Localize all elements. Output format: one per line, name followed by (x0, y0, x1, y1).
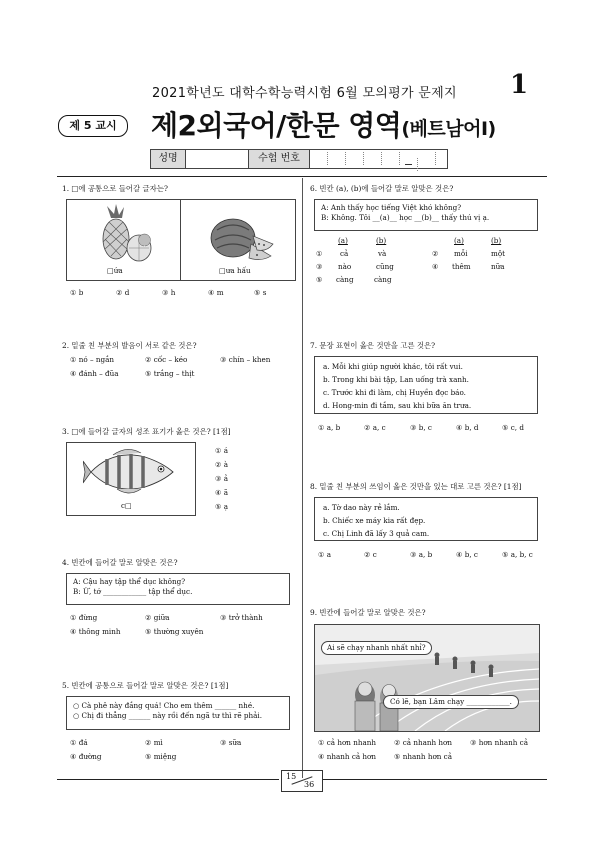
q6-choice-4-num[interactable]: ④ (432, 262, 439, 271)
q1-choice-4[interactable]: ④ m (208, 288, 224, 297)
q2-choice-1[interactable]: ① nó – ngắn (70, 355, 114, 364)
q9-title: 9. 빈칸에 들어갈 말로 알맞은 것은? (310, 608, 426, 617)
q4-choice-3[interactable]: ③ trở thành (220, 613, 263, 622)
q3-choice-1[interactable]: ① á (215, 446, 229, 455)
subject-main: 제2외국어/한문 영역 (151, 109, 402, 142)
q9-bubble-1: Ai sẽ chạy nhanh nhất nhỉ? (321, 641, 432, 655)
q4-line-b: B: Ừ, tớ ____________ tập thể dục. (73, 587, 193, 597)
q2-choices (70, 355, 300, 385)
q3-choice-4[interactable]: ④ ã (215, 488, 229, 497)
q4-choice-5[interactable]: ⑤ thường xuyên (145, 627, 204, 636)
q4-title: 4. 빈칸에 들어갈 말로 알맞은 것은? (62, 558, 178, 567)
watermelon-icon (207, 210, 277, 262)
q7-choice-1[interactable]: ① a, b (318, 423, 341, 432)
q6-choice-3-b: cũng (376, 262, 394, 271)
q6-choice-2-a: mỗi (454, 249, 468, 258)
fish-icon (83, 447, 183, 497)
q6-choice-table (316, 236, 546, 296)
subject-title (151, 104, 496, 144)
q6-choice-3-a: nào (338, 262, 352, 271)
q3-choice-5[interactable]: ⑤ ạ (215, 502, 229, 511)
q5-sentence-box (66, 696, 290, 730)
q4-choice-4[interactable]: ④ thông minh (70, 627, 121, 636)
q2-choice-2[interactable]: ② cốc – kéo (145, 355, 188, 364)
q1-choice-1[interactable]: ① b (70, 288, 84, 297)
q2-choice-4[interactable]: ④ đánh – đũa (70, 369, 119, 378)
q5-choice-2[interactable]: ② mì (145, 738, 163, 747)
q1-choice-3[interactable]: ③ h (162, 288, 176, 297)
q5-choice-3[interactable]: ③ sữa (220, 738, 242, 747)
q6-dialog-box (314, 199, 538, 231)
q9-choices (318, 738, 548, 768)
q4-choices (70, 613, 300, 643)
q6-choice-1-num[interactable]: ① (316, 249, 323, 258)
q6-choice-5-num[interactable]: ⑤ (316, 275, 323, 284)
q7-choice-5[interactable]: ⑤ c, d (502, 423, 524, 432)
q5-choice-1[interactable]: ① đá (70, 738, 88, 747)
q4-dialog-box (66, 573, 290, 605)
q8-title: 8. 밑줄 친 부분의 쓰임이 옳은 것만을 있는 대로 고른 것은? [1점] (310, 482, 522, 491)
q6-choice-4-b: nữa (491, 262, 505, 271)
q7-item-a: a. Mỗi khi giúp người khác, tôi rất vui. (323, 362, 463, 371)
exam-title: 2021학년도 대학수학능력시험 6월 모의평가 문제지 (152, 86, 457, 101)
q8-item-a: a. Tờ dao này rẻ lắm. (323, 503, 400, 512)
q2-choice-3[interactable]: ③ chín – khen (220, 355, 271, 364)
q1-word1: □ứa (107, 266, 123, 275)
q8-choice-1[interactable]: ① a (318, 550, 332, 559)
name-label: 성명 (151, 150, 186, 168)
q1-title: 1. □에 공통으로 들어갈 글자는? (62, 184, 168, 193)
q6-choice-2-b: một (491, 249, 506, 258)
q7-choice-2[interactable]: ② a, c (364, 423, 386, 432)
q9-choice-4[interactable]: ④ nhanh cả hơn (318, 752, 376, 761)
q5-choice-5[interactable]: ⑤ miệng (145, 752, 177, 761)
subject-sub: (베트남어Ⅰ) (401, 118, 496, 140)
id-row (150, 149, 448, 169)
q1-choice-2[interactable]: ② d (116, 288, 130, 297)
q3-choices (215, 444, 228, 514)
q5-line-2: ○ Chị đi thẳng ______ này rồi đến ngã tư thì rẽ phải. (73, 711, 263, 721)
q3-label: c□ (121, 501, 132, 510)
page-number-big: 1 (510, 70, 529, 100)
q3-choice-3[interactable]: ③ ả (215, 474, 229, 483)
footer-rule-right (323, 779, 547, 780)
q2-title: 2. 밑줄 친 부분의 발음이 서로 같은 것은? (62, 341, 197, 350)
name-field[interactable] (186, 150, 249, 168)
q7-item-b: b. Trong khi bài tập, Lan uống trà xanh. (323, 375, 469, 384)
q6-head-a-right: (a) (454, 236, 464, 245)
q8-choice-3[interactable]: ③ a, b (410, 550, 433, 559)
q7-title: 7. 문장 표현이 옳은 것만을 고른 것은? (310, 341, 436, 350)
page-total: 36 (304, 780, 315, 789)
id-field[interactable] (310, 152, 447, 166)
period-badge: 제 5 교시 (58, 115, 128, 137)
q1-image-box (66, 199, 296, 281)
header-rule (57, 176, 547, 177)
q3-image-box (66, 442, 196, 516)
q9-choice-1[interactable]: ① cả hơn nhanh (318, 738, 376, 747)
q6-head-a-left: (a) (338, 236, 348, 245)
q7-item-c: c. Trước khi đi làm, chị Huyền đọc báo. (323, 388, 466, 397)
page-indicator (281, 770, 323, 792)
q9-illustration (314, 624, 540, 732)
q2-choice-5[interactable]: ⑤ trắng – thịt (145, 369, 195, 378)
q6-choice-2-num[interactable]: ② (432, 249, 439, 258)
id-label: 수험 번호 (249, 150, 310, 168)
q4-line-a: A: Cậu hay tập thể dục không? (73, 577, 186, 586)
pineapple-icon (89, 204, 159, 264)
q6-line-a: A: Anh thấy học tiếng Việt khó không? (321, 203, 462, 212)
q6-choice-5-b: càng (374, 275, 392, 284)
q6-choice-3-num[interactable]: ③ (316, 262, 323, 271)
q8-item-b: b. Chiếc xe máy kia rất đẹp. (323, 516, 426, 525)
footer-rule-left (57, 779, 279, 780)
q6-choice-1-b: và (378, 249, 387, 258)
q4-choice-2[interactable]: ② giữa (145, 613, 170, 622)
q7-item-d: d. Hong-min đi tắm, sau khi bữa ăn trưa. (323, 401, 472, 410)
q3-title: 3. □에 들어갈 글자의 성조 표기가 옳은 것은? [1점] (62, 427, 231, 436)
q6-title: 6. 빈칸 (a), (b)에 들어갈 말로 알맞은 것은? (310, 184, 454, 193)
q8-choice-4[interactable]: ④ b, c (456, 550, 478, 559)
q7-sentence-box (314, 356, 538, 414)
q8-choice-5[interactable]: ⑤ a, b, c (502, 550, 533, 559)
q6-head-b-right: (b) (491, 236, 502, 245)
q4-choice-1[interactable]: ① đừng (70, 613, 98, 622)
q1-choice-5[interactable]: ⑤ s (254, 288, 267, 297)
q1-divider (180, 200, 181, 280)
q6-head-b-left: (b) (376, 236, 387, 245)
q5-choice-4[interactable]: ④ đường (70, 752, 102, 761)
q7-choice-4[interactable]: ④ b, d (456, 423, 479, 432)
q9-choice-5[interactable]: ⑤ nhanh hơn cả (394, 752, 452, 761)
q1-word2: □ưa hấu (219, 266, 251, 275)
q9-choice-2[interactable]: ② cả nhanh hơn (394, 738, 452, 747)
column-divider (302, 178, 303, 778)
q3-choice-2[interactable]: ② à (215, 460, 229, 469)
page-current: 15 (286, 772, 297, 781)
q8-choice-2[interactable]: ② c (364, 550, 377, 559)
q8-sentence-box (314, 497, 538, 541)
q9-choice-3[interactable]: ③ hơn nhanh cả (470, 738, 528, 747)
q5-line-1: ○ Cà phê này đắng quá! Cho em thêm ______ nhé. (73, 701, 255, 710)
q9-bubble-2: Có lẽ, bạn Lâm chạy ____________. (383, 695, 519, 709)
q5-title: 5. 빈칸에 공통으로 들어갈 말로 알맞은 것은? [1점] (62, 681, 229, 690)
q6-choice-4-a: thêm (452, 262, 471, 271)
q8-item-c: c. Chị Linh đã lấy 3 quả cam. (323, 529, 430, 538)
q7-choice-3[interactable]: ③ b, c (410, 423, 432, 432)
q6-choice-1-a: cả (340, 249, 349, 258)
q6-choice-5-a: càng (336, 275, 354, 284)
q5-choices (70, 738, 300, 768)
q6-line-b: B: Không. Tôi __(a)__ học __(b)__ thấy thú vị ạ. (321, 213, 490, 223)
